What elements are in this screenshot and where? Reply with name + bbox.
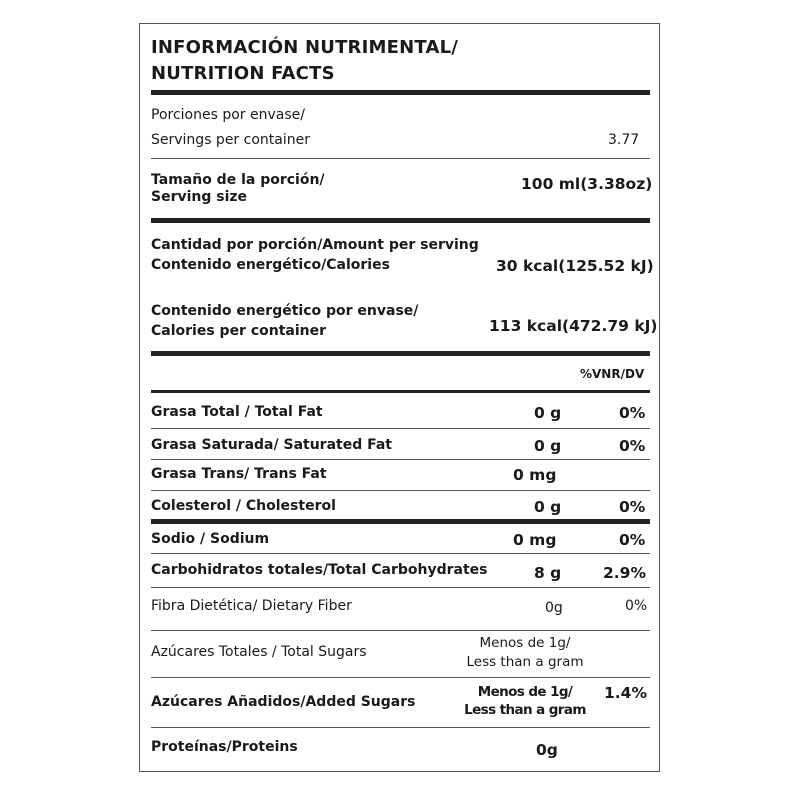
- divider: [151, 519, 650, 524]
- divider: [151, 677, 650, 678]
- servings-label-line-1: Porciones por envase/: [151, 107, 305, 123]
- nutrient-label-trans-fat: Grasa Trans/ Trans Fat: [151, 466, 327, 482]
- dv-header: %VNR/DV: [580, 367, 645, 381]
- nutrient-amount-added-sugars-line-2: Less than a gram: [464, 702, 586, 718]
- calories-value: 30 kcal(125.52 kJ): [496, 257, 654, 275]
- divider: [151, 553, 650, 554]
- nutrient-dv-total-carbohydrates: 2.9%: [603, 564, 646, 582]
- nutrient-dv-cholesterol: 0%: [619, 498, 646, 516]
- nutrient-amount-trans-fat: 0 mg: [513, 466, 557, 484]
- nutrient-label-total-fat: Grasa Total / Total Fat: [151, 404, 323, 420]
- divider: [151, 428, 650, 429]
- nutrient-amount-cholesterol: 0 g: [534, 498, 562, 516]
- nutrient-amount-total-fat: 0 g: [534, 404, 562, 422]
- divider: [151, 630, 650, 631]
- nutrient-dv-dietary-fiber: 0%: [625, 598, 648, 614]
- nutrition-facts-label: [139, 23, 660, 772]
- divider: [151, 459, 650, 460]
- divider: [151, 727, 650, 728]
- nutrient-amount-sodium: 0 mg: [513, 531, 557, 549]
- label-title-line-1: INFORMACIÓN NUTRIMENTAL/: [151, 37, 459, 58]
- nutrient-amount-proteins: 0g: [536, 741, 558, 759]
- nutrient-amount-total-sugars-line-2: Less than a gram: [466, 654, 584, 670]
- nutrient-amount-dietary-fiber: 0g: [545, 600, 563, 616]
- nutrient-label-dietary-fiber: Fibra Dietética/ Dietary Fiber: [151, 598, 352, 614]
- nutrient-amount-added-sugars-line-1: Menos de 1g/: [477, 684, 573, 700]
- serving-size-value: 100 ml(3.38oz): [521, 175, 653, 193]
- nutrient-dv-sodium: 0%: [619, 531, 646, 549]
- calories-label: Contenido energético/Calories: [151, 257, 390, 273]
- nutrient-amount-saturated-fat: 0 g: [534, 437, 562, 455]
- nutrient-label-saturated-fat: Grasa Saturada/ Saturated Fat: [151, 437, 393, 453]
- calories-per-container-label-line-1: Contenido energético por envase/: [151, 303, 419, 319]
- nutrient-label-total-sugars: Azúcares Totales / Total Sugars: [151, 644, 367, 660]
- divider: [151, 490, 650, 491]
- nutrient-dv-added-sugars: 1.4%: [604, 684, 647, 702]
- nutrient-label-total-carbohydrates: Carbohidratos totales/Total Carbohydrates: [151, 562, 488, 578]
- amount-per-serving-label: Cantidad por porción/Amount per serving: [151, 237, 479, 253]
- divider: [151, 158, 650, 159]
- servings-value: 3.77: [608, 132, 640, 148]
- divider: [151, 390, 650, 393]
- nutrient-label-added-sugars: Azúcares Añadidos/Added Sugars: [151, 694, 416, 710]
- label-title-line-2: NUTRITION FACTS: [151, 63, 335, 84]
- nutrient-amount-total-sugars-line-1: Menos de 1g/: [479, 635, 571, 651]
- nutrient-label-proteins: Proteínas/Proteins: [151, 739, 298, 755]
- divider: [151, 218, 650, 223]
- nutrient-dv-saturated-fat: 0%: [619, 437, 646, 455]
- nutrient-amount-total-carbohydrates: 8 g: [534, 564, 562, 582]
- serving-size-label-line-1: Tamaño de la porción/: [151, 172, 325, 188]
- divider: [151, 351, 650, 356]
- nutrient-dv-total-fat: 0%: [619, 404, 646, 422]
- calories-per-container-value: 113 kcal(472.79 kJ): [489, 317, 658, 335]
- calories-per-container-label-line-2: Calories per container: [151, 323, 327, 339]
- serving-size-label-line-2: Serving size: [151, 189, 248, 205]
- nutrient-label-sodium: Sodio / Sodium: [151, 531, 270, 547]
- servings-label-line-2: Servings per container: [151, 132, 310, 148]
- divider: [151, 587, 650, 588]
- divider: [151, 90, 650, 95]
- nutrient-label-cholesterol: Colesterol / Cholesterol: [151, 498, 336, 514]
